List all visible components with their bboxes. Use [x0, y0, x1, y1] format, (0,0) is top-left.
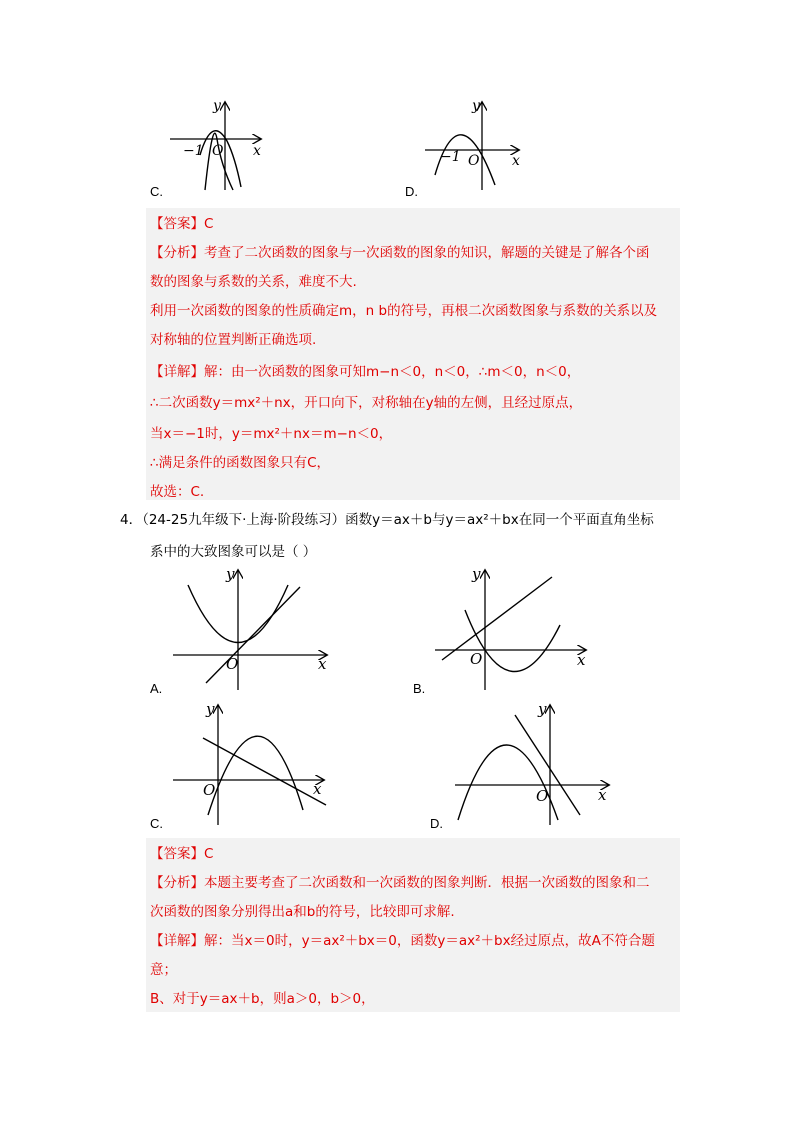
q3-analysis-1: 【分析】考查了二次函数的图象与一次函数的图象的知识，解题的关键是了解各个函 [150, 245, 650, 261]
q4-analysis-1: 【分析】本题主要考查了二次函数和一次函数的图象判断．根据一次函数的图象和二 [150, 875, 650, 891]
parabola [205, 133, 233, 190]
q4-analysis-2: 次函数的图象分别得出a和b的符号，比较即可求解. [150, 904, 455, 920]
q3-graph-d [420, 95, 530, 195]
y-label: y [206, 700, 215, 718]
q4-option-d-label: D. [430, 816, 443, 831]
q3-analysis-3: 利用一次函数的图象的性质确定m，n b的符号，再根二次函数图象与系数的关系以及 [150, 303, 658, 319]
q3-graph-c [165, 95, 275, 195]
y-label: y [226, 565, 235, 583]
q4-detail-1: 【详解】解：当x＝0时，y＝ax²＋bx＝0，函数y＝ax²＋bx经过原点，故A不符合题 [150, 933, 655, 949]
q4-stem-1: 4．（24-25九年级下·上海·阶段练习）函数y＝ax＋b与y＝ax²＋bx在同一个平面直角坐标 [120, 512, 654, 528]
q3-detail-4: ∴满足条件的函数图象只有C， [150, 455, 331, 471]
origin-label: O [226, 655, 239, 673]
origin-label: O [536, 787, 549, 805]
x-label: x [577, 651, 586, 669]
q4-graph-a [168, 565, 338, 695]
q3-analysis-4: 对称轴的位置判断正确选项. [150, 332, 317, 348]
y-label: y [472, 565, 481, 583]
straight-line [442, 577, 552, 660]
y-label: y [538, 700, 547, 718]
x-label: x [313, 780, 322, 798]
q3-analysis-2: 数的图象与系数的关系，难度不大. [150, 274, 357, 290]
x-label: x [512, 153, 520, 169]
q4-option-b-label: B. [413, 681, 426, 696]
x-label: x [318, 655, 327, 673]
q4-option-c-label: C. [150, 816, 163, 831]
y-label: y [472, 98, 480, 114]
tick-label: −1 [440, 149, 461, 165]
origin-label: O [203, 781, 216, 799]
x-label: x [253, 143, 261, 159]
q4-graph-b [430, 565, 595, 695]
x-label: x [598, 786, 607, 804]
q3-detail-3: 当x＝−1时，y＝mx²＋nx＝m−n＜0， [150, 426, 393, 442]
tick-label: −1 [183, 143, 204, 159]
q4-detail-3: B、对于y＝ax＋b，则a＞0，b＞0， [150, 991, 375, 1007]
q4-stem-2: 系中的大致图象可以是（ ） [150, 544, 317, 560]
q3-answer: 【答案】C [150, 216, 214, 232]
q4-graph-d [450, 700, 615, 830]
q4-answer: 【答案】C [150, 846, 214, 862]
q4-detail-2: 意； [150, 962, 177, 978]
q3-detail-2: ∴二次函数y＝mx²＋nx，开口向下，对称轴在y轴的左侧，且经过原点， [150, 395, 583, 411]
q3-detail-5: 故选：C. [150, 484, 205, 500]
origin-label: O [212, 143, 224, 159]
q3-option-c-label: C. [150, 184, 163, 199]
straight-line [203, 738, 326, 805]
q3-detail-1: 【详解】解：由一次函数的图象可知m−n＜0，n＜0，∴m＜0，n＜0， [150, 364, 581, 380]
parabola [458, 745, 558, 820]
q4-option-a-label: A. [150, 681, 163, 696]
origin-label: O [470, 650, 483, 668]
y-label: y [213, 98, 221, 114]
q3-option-d-label: D. [405, 184, 418, 199]
q4-graph-c [168, 700, 338, 830]
origin-label: O [468, 153, 480, 169]
